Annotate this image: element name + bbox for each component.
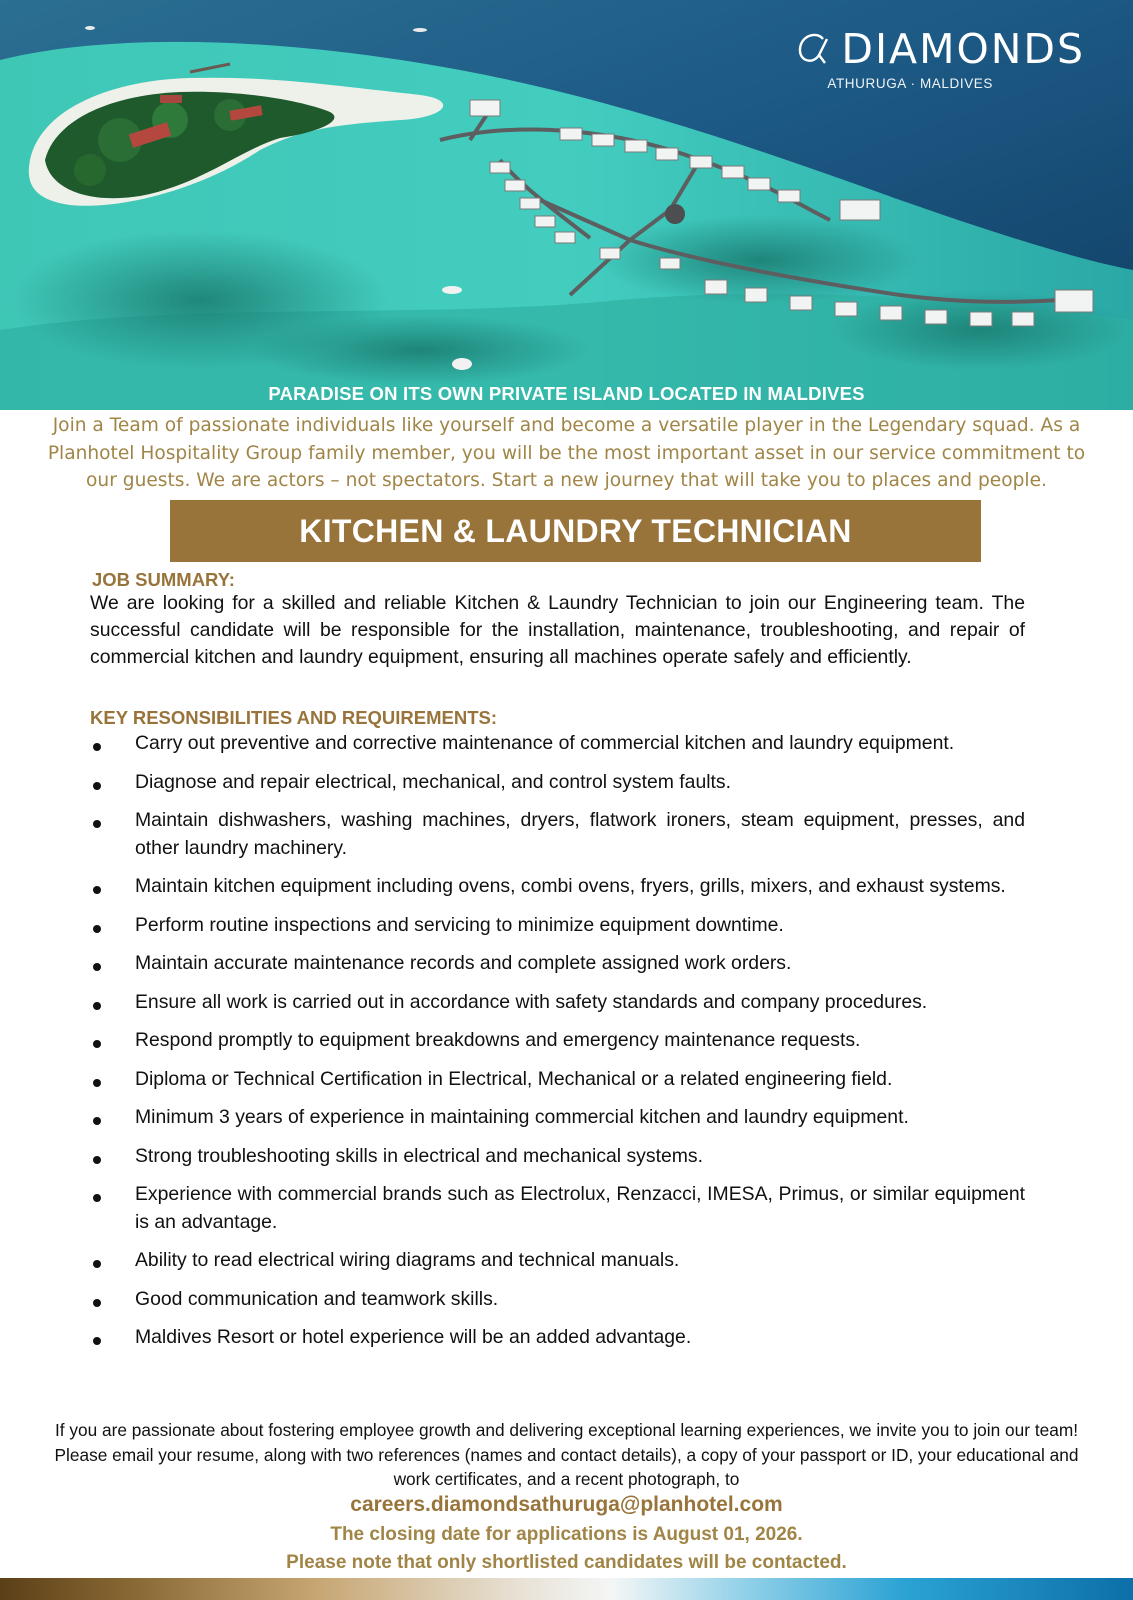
responsibilities-list <box>90 730 1025 1352</box>
responsibilities-heading: KEY RESONSIBILITIES AND REQUIREMENTS: <box>90 707 498 728</box>
list-item <box>90 1181 1025 1236</box>
contact-email-link[interactable]: careers.diamondsathuruga@planhotel.com <box>350 1493 783 1516</box>
bullet-icon <box>93 925 101 933</box>
list-item-text: Ensure all work is carried out in accordance with safety standards and company procedures. <box>135 990 928 1013</box>
bullet-icon <box>93 1079 101 1087</box>
bullet-icon <box>93 782 101 790</box>
list-item <box>90 1027 1025 1055</box>
list-item-text: Maintain dishwashers, washing machines, dryers, flatwork ironers, steam equipment, presses, and other laundry machinery. <box>135 809 1025 859</box>
bullet-icon <box>93 963 101 971</box>
footer-gradient-bar <box>0 1578 1133 1600</box>
list-item <box>90 730 1025 758</box>
list-item <box>90 1143 1025 1171</box>
brand-logo <box>795 26 1085 91</box>
list-item <box>90 807 1025 862</box>
list-item <box>90 769 1025 797</box>
list-item-text: Minimum 3 years of experience in maintaining commercial kitchen and laundry equipment. <box>135 1106 909 1128</box>
list-item-text: Maldives Resort or hotel experience will be an added advantage. <box>135 1326 692 1348</box>
list-item <box>90 989 1025 1017</box>
alpha-logo-icon <box>795 33 835 65</box>
list-item <box>90 1286 1025 1314</box>
bullet-icon <box>93 1337 101 1345</box>
bullet-icon <box>93 1299 101 1307</box>
list-item <box>90 1066 1025 1094</box>
list-item <box>90 873 1025 901</box>
list-item-text: Diploma or Technical Certification in Electrical, Mechanical or a related engineering field. <box>135 1067 893 1090</box>
list-item <box>90 1324 1025 1352</box>
shortlist-note: Please note that only shortlisted candidates will be contacted. <box>286 1552 847 1573</box>
list-item <box>90 1104 1025 1132</box>
bullet-icon <box>93 820 101 828</box>
bullet-icon <box>93 1156 101 1164</box>
bullet-icon <box>93 743 101 751</box>
list-item <box>90 912 1025 940</box>
job-title: KITCHEN & LAUNDRY TECHNICIAN <box>299 512 852 549</box>
list-item-text: Ability to read electrical wiring diagrams and technical manuals. <box>135 1249 680 1271</box>
brand-name: DIAMONDS <box>841 25 1085 73</box>
bullet-icon <box>93 886 101 894</box>
list-item-text: Maintain kitchen equipment including ovens, combi ovens, fryers, grills, mixers, and exhaust systems. <box>135 875 1006 897</box>
intro-paragraph: Join a Team of passionate individuals like yourself and become a versatile player in the Legendary squad. As a Planhotel Hospitality Group family member, you will be the most important asset in our service commitment to our guests. We are actors – not spectators. Start a new journey that will take you to places and people. <box>47 415 1086 491</box>
list-item-text: Diagnose and repair electrical, mechanical, and control system faults. <box>135 770 732 793</box>
list-item-text: Good communication and teamwork skills. <box>135 1287 499 1310</box>
application-instructions: If you are passionate about fostering employee growth and delivering exceptional learning experiences, we invite you to join our team! Please email your resume, along with two references (names and contact details), a copy of your passport or ID, your educational and work certificates, and a recent photograph, to <box>54 1420 1079 1489</box>
bullet-icon <box>93 1260 101 1268</box>
list-item-text: Carry out preventive and corrective maintenance of commercial kitchen and laundry equipment. <box>135 732 955 754</box>
hero-image <box>0 0 1133 410</box>
list-item <box>90 1247 1025 1275</box>
job-summary-text: We are looking for a skilled and reliable Kitchen & Laundry Technician to join our Engineering team. The successful candidate will be responsible for the installation, maintenance, troubleshooting, and repair of commercial kitchen and laundry equipment, ensuring all machines operate safely and efficiently. <box>90 592 1025 668</box>
list-item-text: Experience with commercial brands such as Electrolux, Renzacci, IMESA, Primus, or similar equipment is an advantage. <box>135 1183 1025 1233</box>
closing-date: The closing date for applications is August 01, 2026. <box>330 1524 803 1545</box>
list-item-text: Strong troubleshooting skills in electrical and mechanical systems. <box>135 1144 703 1167</box>
list-item-text: Perform routine inspections and servicing to minimize equipment downtime. <box>135 913 784 936</box>
job-title-banner <box>170 500 981 562</box>
list-item-text: Maintain accurate maintenance records and complete assigned work orders. <box>135 952 792 974</box>
bullet-icon <box>93 1117 101 1125</box>
hero-caption: PARADISE ON ITS OWN PRIVATE ISLAND LOCATED IN MALDIVES <box>268 383 865 404</box>
job-summary-heading: JOB SUMMARY: <box>92 569 235 590</box>
bullet-icon <box>93 1002 101 1010</box>
bullet-icon <box>93 1194 101 1202</box>
list-item <box>90 950 1025 978</box>
brand-subtitle: ATHURUGA · MALDIVES <box>827 76 994 91</box>
list-item-text: Respond promptly to equipment breakdowns and emergency maintenance requests. <box>135 1029 861 1051</box>
bullet-icon <box>93 1040 101 1048</box>
